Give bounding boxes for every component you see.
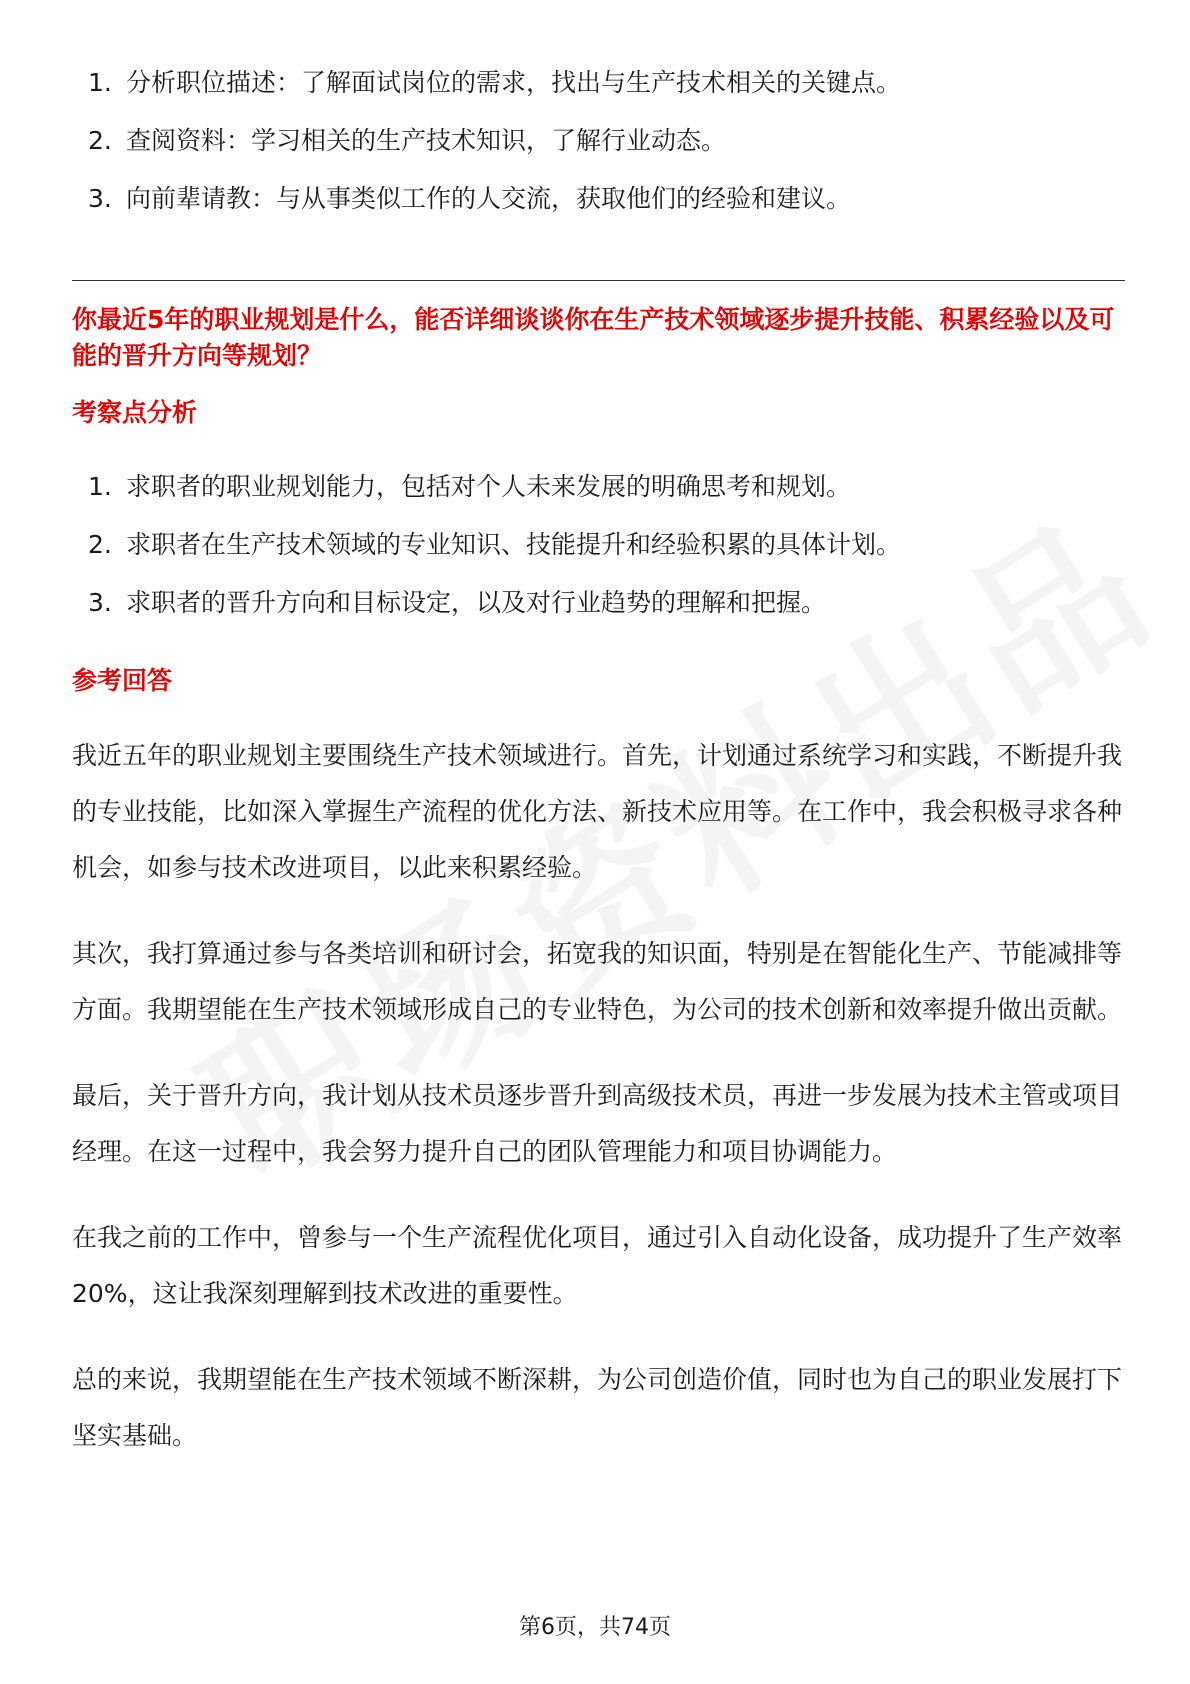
answer-paragraph: 在我之前的工作中，曾参与一个生产流程优化项目，通过引入自动化设备，成功提升了生产效率20%，这让我深刻理解到技术改进的重要性。 [72, 1223, 1123, 1308]
answer-paragraph: 其次，我打算通过参与各类培训和研讨会，拓宽我的知识面，特别是在智能化生产、节能减排等方面。我期望能在生产技术领域形成自己的专业特色，为公司的技术创新和效率提升做出贡献。 [72, 939, 1123, 1024]
list-number: 1. [88, 472, 112, 501]
list-number: 3. [88, 184, 112, 213]
list-item [72, 588, 1122, 618]
list-item [72, 184, 1122, 214]
list-number: 3. [88, 588, 112, 617]
list-number: 2. [88, 126, 112, 155]
list-text: 求职者在生产技术领域的专业知识、技能提升和经验积累的具体计划。 [126, 530, 902, 559]
list-number: 2. [88, 530, 112, 559]
analysis-title: 考察点分析 [72, 398, 198, 427]
answer-paragraph: 总的来说，我期望能在生产技术领域不断深耕，为公司创造价值，同时也为自己的职业发展打下坚实基础。 [72, 1365, 1123, 1450]
list-text: 查阅资料：学习相关的生产技术知识，了解行业动态。 [126, 126, 727, 155]
list-item [72, 126, 1122, 156]
list-item [72, 68, 1122, 98]
question-heading: 你最近5年的职业规划是什么，能否详细谈谈你在生产技术领域逐步提升技能、积累经验以及可能的晋升方向等规划？ [72, 305, 1115, 370]
answer-body [72, 728, 1132, 1494]
list-number: 1. [88, 68, 112, 97]
list-text: 向前辈请教：与从事类似工作的人交流，获取他们的经验和建议。 [126, 184, 852, 213]
list-item [72, 472, 1122, 502]
answer-title: 参考回答 [72, 666, 173, 695]
analysis-list [72, 472, 1122, 646]
list-text: 求职者的晋升方向和目标设定，以及对行业趋势的理解和把握。 [126, 588, 827, 617]
intro-list [72, 68, 1122, 242]
list-text: 分析职位描述：了解面试岗位的需求，找出与生产技术相关的关键点。 [126, 68, 902, 97]
list-item [72, 530, 1122, 560]
page-number: 第6页，共74页 [519, 1615, 671, 1640]
answer-paragraph: 我近五年的职业规划主要围绕生产技术领域进行。首先，计划通过系统学习和实践，不断提升我的专业技能，比如深入掌握生产流程的优化方法、新技术应用等。在工作中，我会积极寻求各种机会，如参与技术改进项目，以此来积累经验。 [72, 741, 1123, 882]
section-divider [72, 280, 1125, 281]
list-text: 求职者的职业规划能力，包括对个人未来发展的明确思考和规划。 [126, 472, 852, 501]
answer-paragraph: 最后，关于晋升方向，我计划从技术员逐步晋升到高级技术员，再进一步发展为技术主管或项目经理。在这一过程中，我会努力提升自己的团队管理能力和项目协调能力。 [72, 1081, 1123, 1166]
